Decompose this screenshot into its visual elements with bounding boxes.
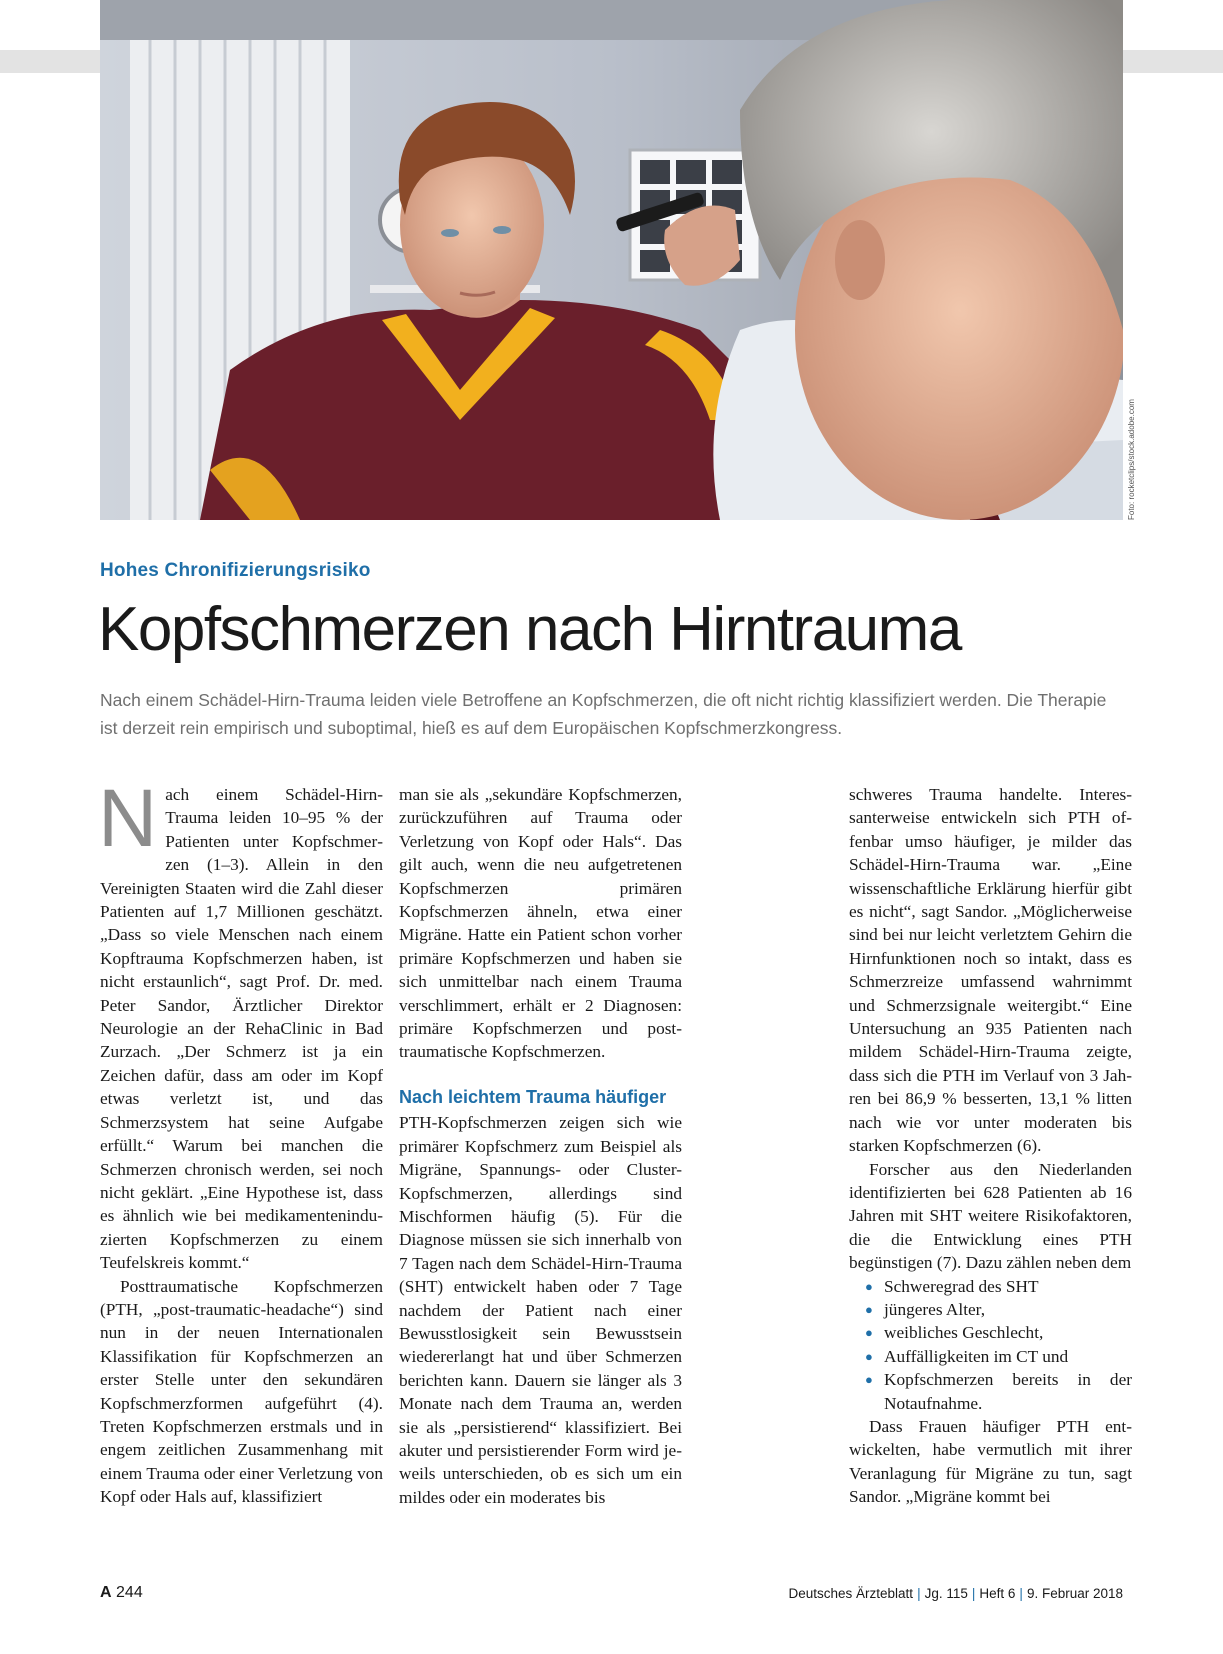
paragraph-secondary-headache: man sie als „sekundäre Kopfschmerzen, zurückzuführen auf Trauma oder Verletzung von Kopf oder Hals“. Das gilt auch, wenn die neu aufgetretenen Kopfschmerzen primären Kopfschmerzen ähneln, etwa einer Migräne. Hatte ein Patient schon vorher primäre Kopfschmerzen und haben sie sich unmittelbar nach einem Trauma verschlimmert, erhält er 2 Diagnosen: primäre Kopfschmerzen und posttraumatische Kopfschmerzen. [399, 785, 682, 1062]
journal-footer [789, 1586, 1124, 1601]
photo-credit: Foto: rocketclips/stock.adobe.com [1127, 399, 1136, 520]
text-column-3 [849, 783, 1132, 1509]
list-item: ● weibliches Geschlecht, [865, 1321, 1132, 1344]
text-column-2 [399, 783, 682, 1509]
drop-cap: N [98, 773, 158, 864]
separator: | [917, 1586, 921, 1601]
page-number-value: 244 [116, 1584, 143, 1601]
separator: | [1019, 1586, 1023, 1601]
list-item: ● Kopfschmerzen bereits in der Notaufnahme. [865, 1368, 1132, 1415]
article-photo [100, 0, 1123, 520]
article-headline: Kopfschmerzen nach Hirntrauma [98, 595, 961, 664]
article-lead: Nach einem Schädel-Hirn-Trauma leiden viele Betroffene an Kopfschmerzen, die oft nicht richtig klassifiziert werden. Die Therapie ist derzeit rein empirisch und suboptimal, hieß es auf dem Europäischen Kopfschmerzkongress. [100, 690, 1107, 738]
top-band-left [0, 50, 100, 73]
paragraph-intro-text: ach einem Schädel-Hirn-Trauma leiden 10–95 % der Patienten unter Kopfschmerzen (1–3). Allein in den Vereinigten Staaten wird die Zahl dieser Patienten auf 1,7 Millionen geschätzt. „Dass so viele Menschen nach einem Kopftrauma Kopfschmerzen haben, ist nicht erstaunlich“, sagt Prof. Dr. med. Peter Sandor, Ärztlicher Direktor Neurologie an der RehaClinic in Bad Zurzach. „Der Schmerz ist ja ein Zeichen dafür, dass am oder im Kopf etwas verletzt ist, und das Schmerzsystem hat seine Aufgabe erfüllt.“ Warum bei manchen die Schmerzen chronisch werden, sei noch nicht geklärt. „Eine Hypothese ist, dass es ähnlich wie bei medikamenteninduzierten Kopfschmerzen zu einem Teufelskreis kommt.“ [100, 785, 383, 1273]
list-item: ● jüngeres Alter, [865, 1298, 1132, 1321]
top-band-right [1123, 50, 1223, 73]
doctor-examining-patient-photo [100, 0, 1123, 520]
paragraph-pth-forms: PTH-Kopfschmerzen zeigen sich wie primärer Kopfschmerz zum Beispiel als Migräne, Spannungs- oder Cluster-Kopfschmerzen, allerdings sind Mischformen häufig (5). Für die Diagnose müssen sie sich innerhalb von 7 Tagen nach dem Schädel-Hirn-Trauma (SHT) entwickelt haben oder 7 Tage nachdem der Patient nach einer Bewusstlosigkeit sein Bewusstsein wiedererlangt hat und über Schmerzen berichten kann. Dauern sie länger als 3 Monate nach dem Trauma an, werden sie als „persistierend“ klassifiziert. Bei akuter und persistierender Form wird jeweils unterschieden, ob es sich um ein mildes oder ein moderates bis [399, 1113, 682, 1507]
paragraph-mild-trauma: schweres Trauma handelte. Interessanterweise entwickeln sich PTH offenbar umso häufiger, je milder das Schädel-Hirn-Trauma war. „Eine wissenschaftliche Erklärung hierfür gibt es nicht“, sagt Sandor. „Möglicherweise sind bei nur leicht verletztem Gehirn die Hirnfunktionen noch so intakt, dass es Schmerzreize umfassend wahrnimmt und Schmerzsignale weitergibt.“ Eine Untersuchung an 935 Patienten nach mildem Schädel-Hirn-Trauma zeigte, dass sich die PTH im Verlauf von 3 Jahren bei 86,9 % besserten, 13,1 % litten nach wie vor unter moderaten bis starken Kopfschmerzen (6). [849, 785, 1132, 1156]
page-prefix: A [100, 1584, 112, 1601]
section-subheading: Nach leichtem Trauma häufiger [399, 1086, 667, 1107]
list-item: ● Auffälligkeiten im CT und [865, 1345, 1132, 1368]
journal-date: 9. Februar 2018 [1026, 1586, 1123, 1601]
paragraph-women-migraine: Dass Frauen häufiger PTH entwickelten, habe vermutlich mit ihrer Veranlagung für Migräne zu tun, sagt Sandor. „Migräne kommt bei [849, 1416, 1132, 1507]
page-number [100, 1584, 143, 1602]
text-column-1 [98, 773, 383, 1509]
list-item: ● Schweregrad des SHT [865, 1275, 1132, 1298]
journal-volume: Jg. 115 [924, 1586, 968, 1601]
paragraph-intro [98, 773, 383, 1275]
paragraph-pth-classification: Posttraumatische Kopfschmerzen (PTH, „post-traumatic-headache“) sind nun in der neuen Internationalen Klassifikation für Kopfschmerzen an erster Stelle unter den sekundären Kopfschmerzformen aufgeführt (4). Treten Kopfschmerzen erstmals und in engem zeitlichen Zusammenhang mit einem Trauma oder einer Verletzung von Kopf oder Hals auf, klassifiziert [100, 1276, 383, 1507]
journal-name: Deutsches Ärzteblatt [788, 1586, 914, 1601]
paragraph-risk-factors: Forscher aus den Niederlanden identifizierten bei 628 Patienten ab 16 Jahren mit SHT weitere Risikofaktoren, die die Entwicklung eines PTH begünstigen (7). Dazu zählen neben dem [849, 1159, 1132, 1273]
article-kicker: Hohes Chronifizierungsrisiko [100, 560, 371, 581]
separator: | [971, 1586, 976, 1601]
journal-issue: Heft 6 [979, 1586, 1016, 1601]
risk-factor-list [849, 1275, 1132, 1415]
